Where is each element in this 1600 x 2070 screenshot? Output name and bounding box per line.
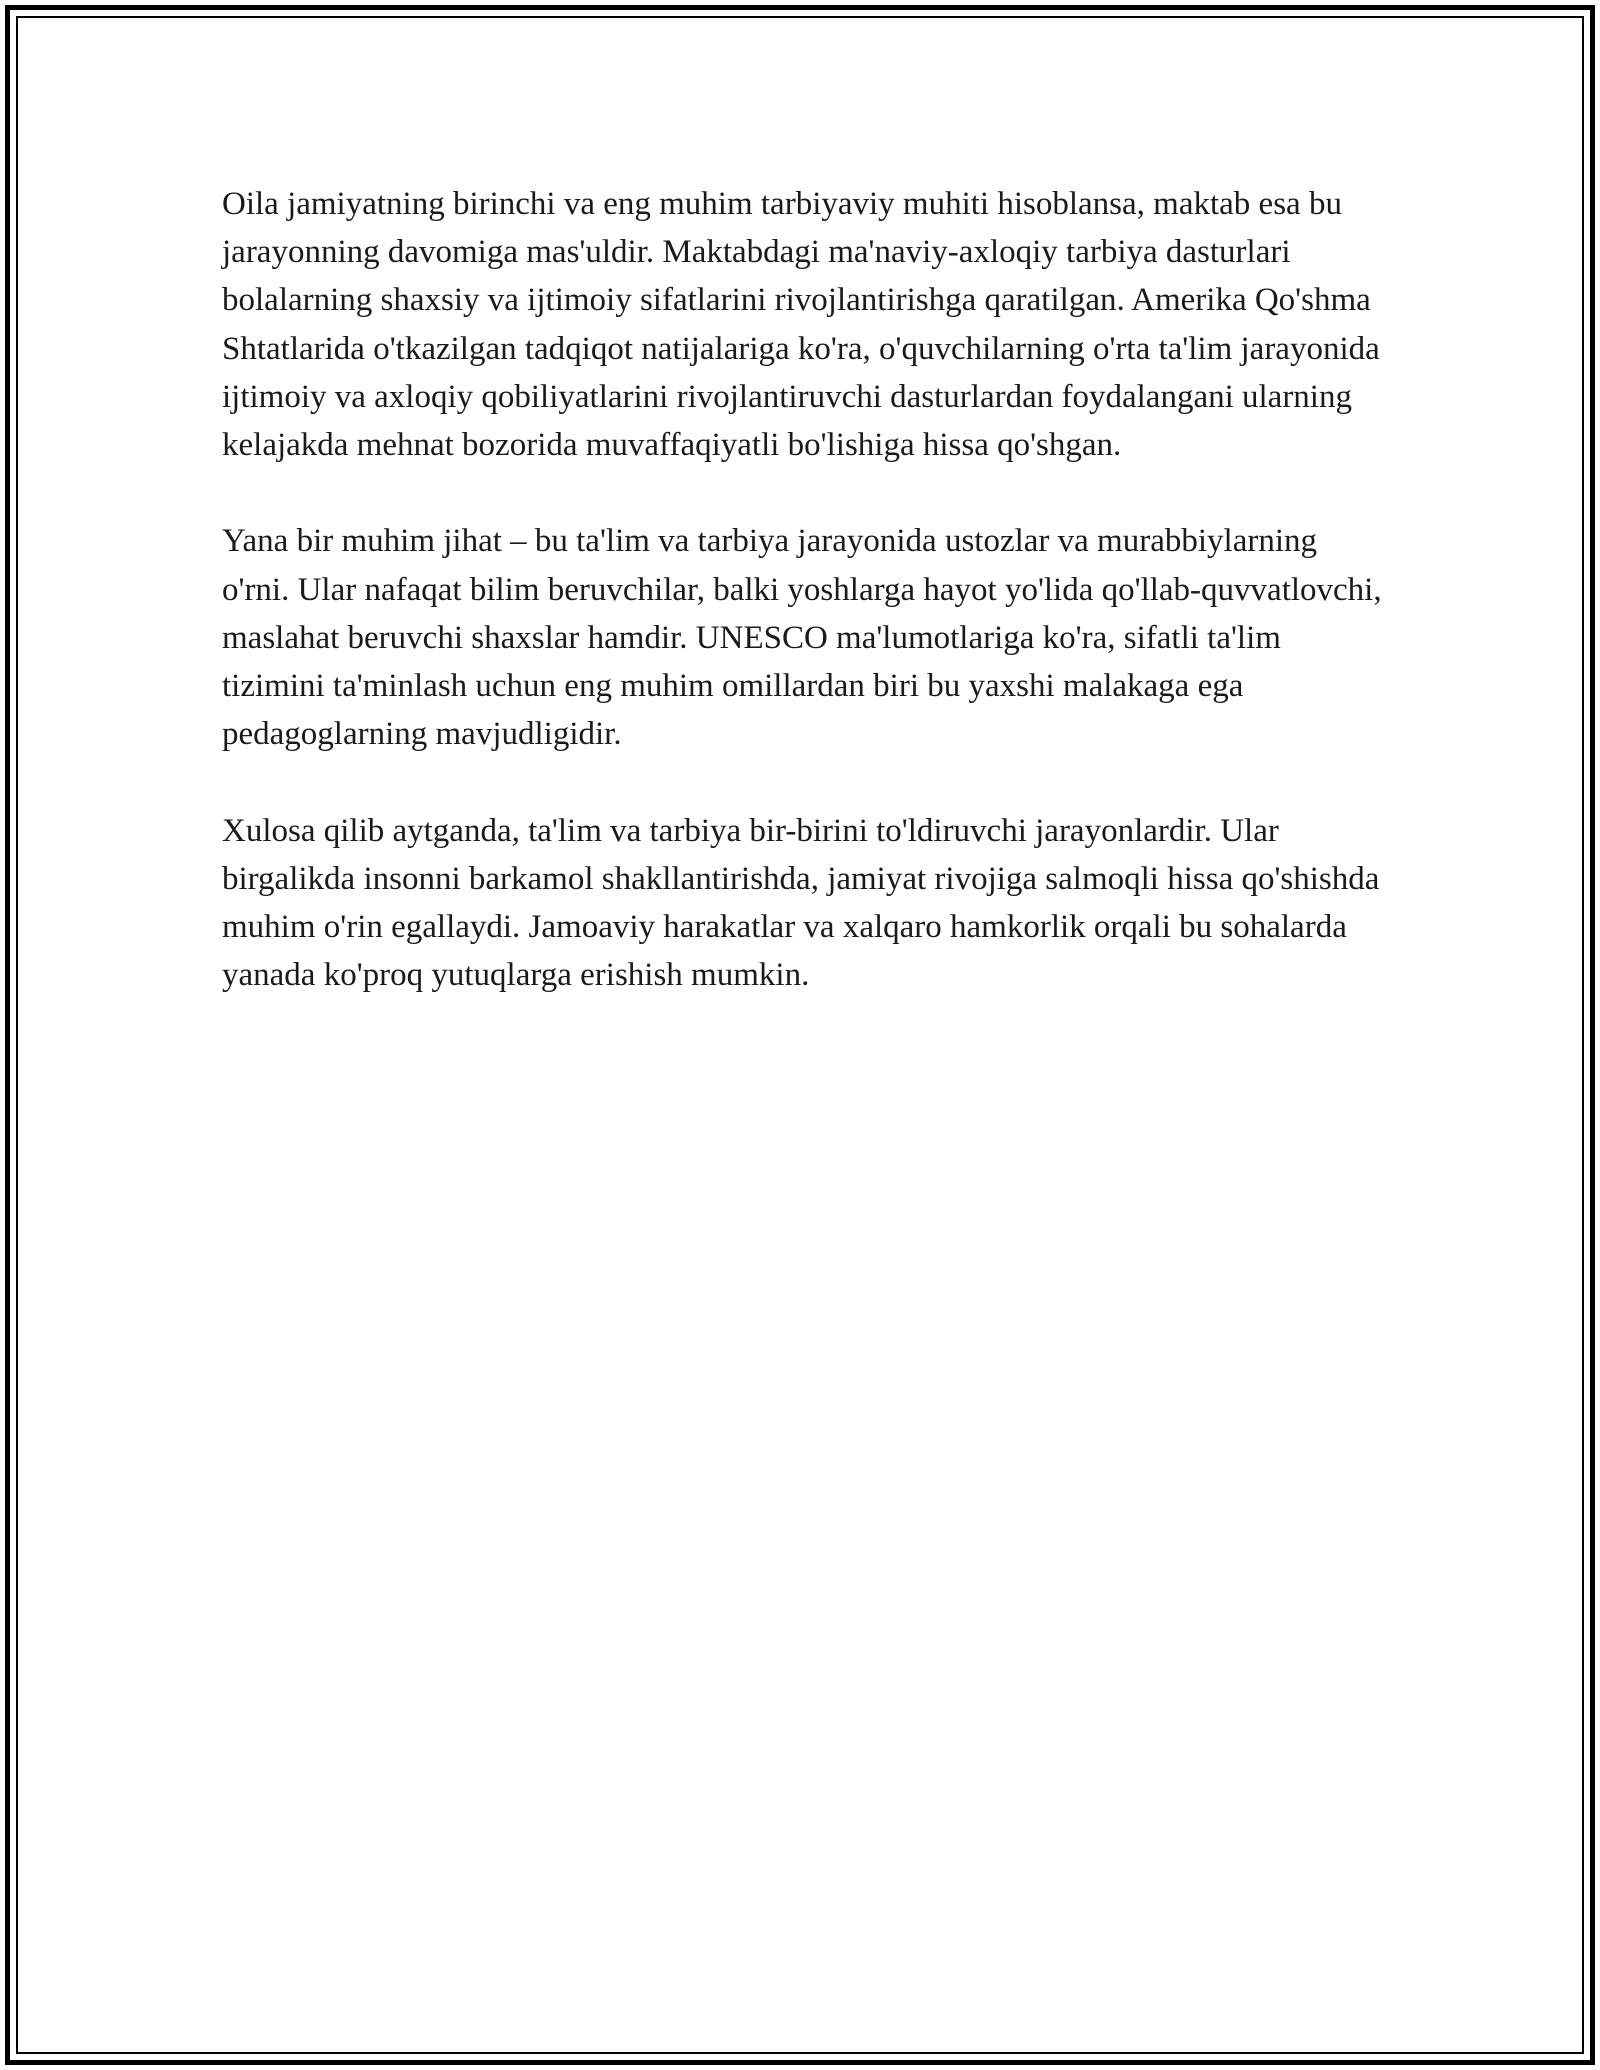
paragraph-teachers-role: Yana bir muhim jihat – bu ta'lim va tarbiya jarayonida ustozlar va murabbiylarning o'rni. Ular nafaqat bilim beruvchilar, balki yoshlarga hayot yo'lida qo'llab-quvvatlovchi, maslahat beruvchi shaxslar hamdir. UNESCO ma'lumotlariga ko'ra, sifatli ta'lim tizimini ta'minlash uchun eng muhim omillardan biri bu yaxshi malakaga ega pedagoglarning mavjudligidir. — [222, 523, 1382, 753]
document-body — [222, 180, 1382, 1048]
paragraph-conclusion: Xulosa qilib aytganda, ta'lim va tarbiya bir-birini to'ldiruvchi jarayonlardir. Ular birgalikda insonni barkamol shakllantirishda, jamiyat rivojiga salmoqli hissa qo'shishda muhim o'rin egallaydi. Jamoaviy harakatlar va xalqaro hamkorlik orqali bu sohalarda yanada ko'proq yutuqlarga erishish mumkin. — [222, 812, 1380, 994]
paragraph-family-and-school: Oila jamiyatning birinchi va eng muhim tarbiyaviy muhiti hisoblansa, maktab esa bu jarayonning davomiga mas'uldir. Maktabdagi ma'naviy-axloqiy tarbiya dasturlari bolalarning shaxsiy va ijtimoiy sifatlarini rivojlantirishga qaratilgan. Amerika Qo'shma Shtatlarida o'tkazilgan tadqiqot natijalariga ko'ra, o'quvchilarning o'rta ta'lim jarayonida ijtimoiy va axloqiy qobiliyatlarini rivojlantiruvchi dasturlardan foydalangani ularning kelajakda mehnat bozorida muvaffaqiyatli bo'lishiga hissa qo'shgan. — [222, 186, 1380, 464]
